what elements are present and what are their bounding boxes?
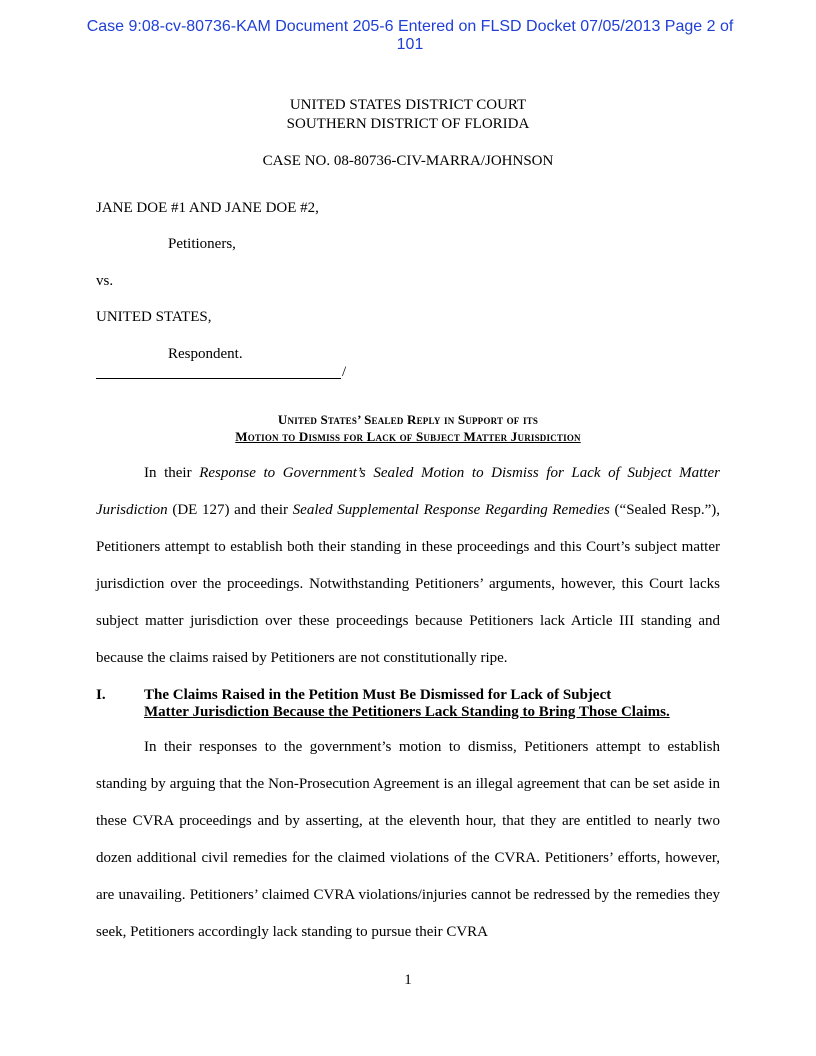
intro-italic-response-title: Response to Government’s Sealed Motion to Dismiss for Lack of Subject Matter Jurisdiction [96,465,721,518]
docket-stamp [60,18,760,54]
court-district: SOUTHERN DISTRICT OF FLORIDA [286,116,530,132]
petitioners-label: Petitioners, [168,236,236,252]
court-name: UNITED STATES DISTRICT COURT [289,97,527,113]
intro-text-2: (DE 127) and their [167,502,293,518]
intro-paragraph [96,455,720,677]
caption-rule [96,378,341,379]
page-number: 1 [404,972,412,988]
intro-italic-supplemental-title: Sealed Supplemental Response Regarding Remedies [292,502,610,518]
document-title-line1: United States’ Sealed Reply in Support of its [277,412,539,427]
respondent-label: Respondent. [168,346,243,362]
intro-text-3: (“Sealed Resp.”), Petitioners attempt to establish both their standing in these proceedings and this Court’s subject matter jurisdiction over the proceedings. Notwithstanding Petitioners’ arguments, however, this Court lacks subject matter jurisdiction over these proceedings because Petitioners lack Article III standing and because the claims raised by Petitioners are not constitutionally ripe. [96,502,721,666]
docket-stamp-line2: 101 [396,36,424,53]
respondent-name: UNITED STATES, [96,309,212,325]
section-heading-i [96,687,720,721]
caption-rule-slash: / [342,364,347,380]
intro-text-1: In their [144,465,200,481]
section-number: I. [96,687,106,703]
petitioners-names: JANE DOE #1 AND JANE DOE #2, [96,200,319,216]
body-paragraph: In their responses to the government’s motion to dismiss, Petitioners attempt to establish standing by arguing that the Non-Prosecution Agreement is an illegal agreement that can be set aside in these CVRA proceedings and by asserting, at the eleventh hour, that they are entitled to nearly two dozen additional civil remedies for the claimed violations of the CVRA. Petitioners’ efforts, however, are unavailing. Petitioners’ claimed CVRA violations/injuries cannot be redressed by the remedies they seek, Petitioners accordingly lack standing to pursue their CVRA [96,739,720,940]
section-heading-line2: Matter Jurisdiction Because the Petitioners Lack Standing to Bring Those Claims. [144,704,670,720]
docket-stamp-line1: Case 9:08-cv-80736-KAM Document 205-6 Entered on FLSD Docket 07/05/2013 Page 2 of [86,18,734,35]
section-heading-line1: The Claims Raised in the Petition Must Be Dismissed for Lack of Subject [144,687,612,703]
case-number: CASE NO. 08-80736-CIV-MARRA/JOHNSON [262,153,554,169]
document-title-line2: Motion to Dismiss for Lack of Subject Matter Jurisdiction [235,429,581,444]
versus: vs. [96,273,114,289]
